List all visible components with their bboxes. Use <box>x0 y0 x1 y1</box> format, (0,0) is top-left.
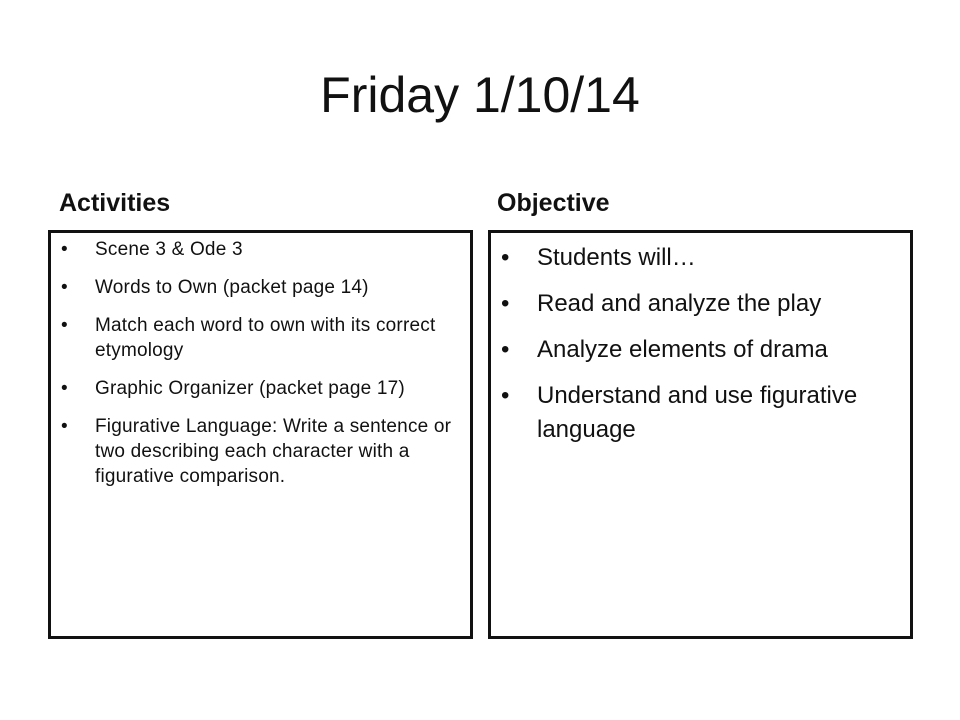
activities-item: • Scene 3 & Ode 3 <box>61 237 452 262</box>
objective-item: • Understand and use figurative language <box>501 379 892 447</box>
activities-list <box>51 233 470 489</box>
activities-item: • Figurative Language: Write a sentence or two describing each character with a figurative comparison. <box>61 414 452 489</box>
objective-item: • Read and analyze the play <box>501 287 892 321</box>
activities-box <box>48 230 473 639</box>
objective-item: • Students will… <box>501 241 892 275</box>
activities-item: • Graphic Organizer (packet page 17) <box>61 376 452 401</box>
activities-item: • Words to Own (packet page 14) <box>61 275 452 300</box>
objective-heading: Objective <box>497 189 610 217</box>
objective-list <box>491 233 910 447</box>
activities-item: • Match each word to own with its correct etymology <box>61 313 452 363</box>
objective-item: • Analyze elements of drama <box>501 333 892 367</box>
activities-heading: Activities <box>59 189 171 217</box>
slide-title: Friday 1/10/14 <box>320 67 640 123</box>
objective-box <box>488 230 913 639</box>
